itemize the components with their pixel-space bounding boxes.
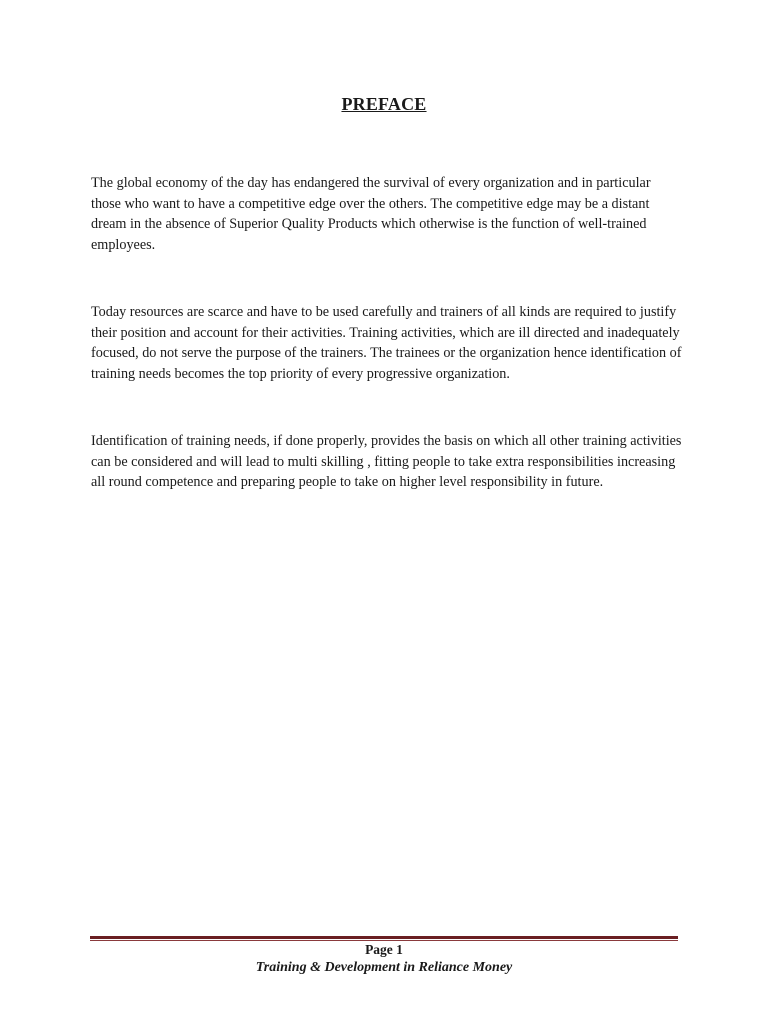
paragraph-3: Identification of training needs, if done properly, provides the basis on which all other training activities can be considered and will lead to multi skilling , fitting people to take extra responsibilities increasing all round competence and preparing people to take on higher level responsibility in future.	[91, 433, 682, 491]
paragraph-1: The global economy of the day has endangered the survival of every organization and in particular those who want to have a competitive edge over the others. The competitive edge may be a distant dream in the absence of Superior Quality Products which otherwise is the function of well-trained employees.	[91, 175, 651, 253]
footer-document-title: Training & Development in Reliance Money	[255, 960, 513, 975]
footer-divider	[90, 936, 678, 939]
page-number: Page 1	[365, 942, 403, 957]
paragraph-2: Today resources are scarce and have to be used carefully and trainers of all kinds are required to justify their position and account for their activities. Training activities, which are ill directed and inadequately focused, do not serve the purpose of the trainers. The trainees or the organization hence identification of training needs becomes the top priority of every progressive organization.	[91, 304, 682, 382]
page-title: PREFACE	[341, 94, 427, 114]
footer-divider-thin	[90, 940, 678, 941]
